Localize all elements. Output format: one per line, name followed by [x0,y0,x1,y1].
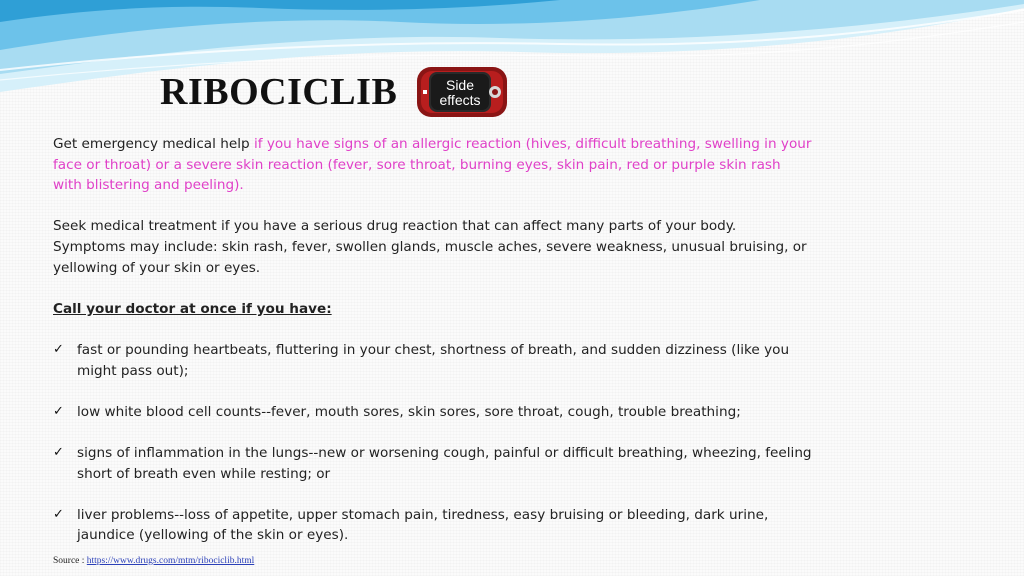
title-row [160,62,509,122]
source-label: Source : [53,556,87,566]
emergency-paragraph [53,134,813,196]
header-wave-decoration [0,0,1024,100]
treatment-paragraph: Seek medical treatment if you have a serious drug reaction that can affect many parts of your body. Symptoms may include: skin rash, fever, swollen glands, muscle aches, severe weakness, unusual bruising, or yellowing of your skin or eyes. [53,218,807,276]
bullet-text: liver problems--loss of appetite, upper stomach pain, tiredness, easy bruising or bleeding, dark urine, jaundice (yellowing of the skin or eyes). [77,506,769,544]
source-link[interactable]: https://www.drugs.com/mtm/ribociclib.html [86,556,255,566]
check-icon: ✓ [53,403,64,419]
bullet-item [53,505,813,546]
bullet-text: low white blood cell counts--fever, mouth sores, skin sores, sore throat, cough, trouble breathing; [77,403,741,420]
bullet-item [53,443,813,484]
bullet-text: fast or pounding heartbeats, fluttering in your chest, shortness of breath, and sudden dizziness (like you might pass out); [77,341,790,379]
bullet-text: signs of inflammation in the lungs--new or worsening cough, painful or difficult breathing, wheezing, feeling short of breath even while resting; or [77,444,812,482]
side-effects-badge-icon [415,63,509,121]
emergency-highlight: if you have signs of an allergic reaction (hives, difficult breathing, swelling in your face or throat) or a severe skin reaction (fever, sore throat, burning eyes, skin pain, red or purple skin rash with blistering and peeling). [53,136,812,194]
slide-title: RIBOCICLIB [160,71,398,113]
source-line [53,556,254,566]
badge-line1: Side [446,77,475,93]
check-icon: ✓ [53,341,64,357]
bullet-item [53,340,813,381]
call-doctor-heading: Call your doctor at once if you have: [53,300,332,317]
bullet-item [53,402,813,423]
check-icon: ✓ [53,444,64,460]
badge-line2: effects [439,92,481,108]
check-icon: ✓ [53,506,64,522]
emergency-lead: Get emergency medical help [53,136,254,152]
slide-content [53,134,813,546]
